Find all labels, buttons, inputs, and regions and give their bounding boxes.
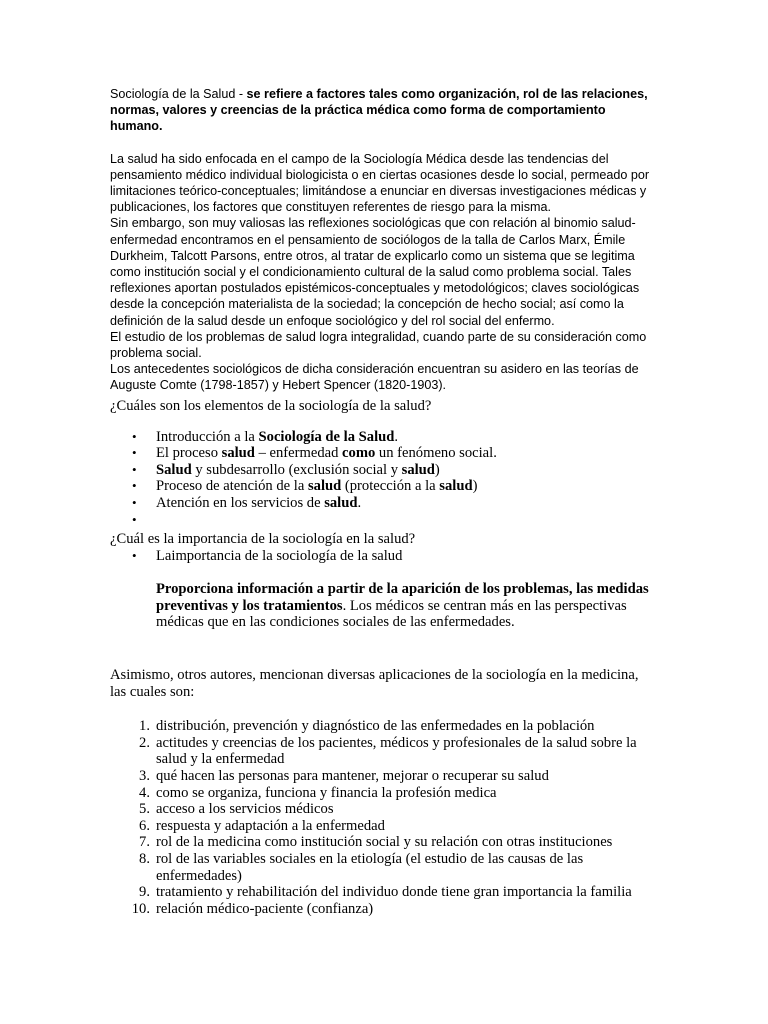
intro-paragraph-1: La salud ha sido enfocada en el campo de la Sociología Médica desde las tendencias del pensamiento médico individual biologicista o en ciertas ocasiones desde lo social, permeado por limitaciones teórico-conceptuales; limitándose a enunciar en diversas investigaciones médicas y publicaciones, los factores que constituyen referentes de riesgo para la misma.: [110, 151, 650, 215]
list-item: 3. qué hacen las personas para mantener, mejorar o recuperar su salud: [139, 767, 549, 784]
intro-paragraph-4: Los antecedentes sociológicos de dicha consideración encuentran su asidero en las teorías de Auguste Comte (1798-1857) y Hebert Spencer (1820-1903).: [110, 362, 639, 393]
list-item: 4. como se organiza, funciona y financia la profesión medica: [139, 784, 497, 801]
importance-paragraph: [110, 581, 658, 631]
applications-intro: Asimismo, otros autores, mencionan diversas aplicaciones de la sociología en la medicina, las cuales son:: [110, 667, 639, 700]
intro-title-lead: Sociología de la Salud -: [110, 87, 247, 101]
list-item: 6. respuesta y adaptación a la enfermedad: [139, 817, 385, 834]
list-item: 1. distribución, prevención y diagnóstico de las enfermedades en la población: [139, 718, 595, 735]
applications-section: [110, 667, 658, 917]
list-item: • El proceso salud – enfermedad como un fenómeno social.: [110, 445, 658, 462]
list-item: 2. actitudes y creencias de los pacientes, médicos y profesionales de la salud sobre la salud y la enfermedad: [139, 734, 637, 768]
intro-paragraph-3: El estudio de los problemas de salud logra integralidad, cuando parte de su consideración como problema social.: [110, 329, 647, 361]
elements-section: [110, 398, 658, 528]
elements-question: ¿Cuáles son los elementos de la sociología de la salud?: [110, 398, 432, 414]
importance-question: ¿Cuál es la importancia de la sociología en la salud?: [110, 531, 416, 547]
list-item-empty: [110, 512, 658, 529]
applications-list: [110, 718, 658, 917]
importance-list: [110, 548, 658, 565]
list-item: 10. relación médico-paciente (confianza): [131, 900, 374, 917]
intro-paragraph-2: Sin embargo, son muy valiosas las reflexiones sociológicas que con relación al binomio salud-enfermedad encontramos en el pensamiento de sociólogos de la talla de Carlos Marx, Émile Durkheim, Talcott Parsons, entre otros, al tratar de explicarlo como un sistema que se legitima como institución social y el condicionamiento cultural de la salud como problema social. Tales reflexiones aportan postulados epistémicos-conceptuales y metodológicos; claves sociológicas desde la concepción materialista de la sociedad; la concepción de hecho social; así como la definición de la salud desde un enfoque sociológico y del rol social del enfermo.: [110, 216, 640, 328]
list-item: 5. acceso a los servicios médicos: [139, 801, 334, 818]
list-item: • Laimportancia de la sociología de la salud: [110, 548, 658, 565]
importance-rest-text: . Los médicos se centran más en las perspectivas médicas que en las condiciones sociales de las enfermedades.: [156, 597, 627, 631]
list-item: • Proceso de atención de la salud (protección a la salud): [110, 478, 658, 495]
importance-bold-text: Proporciona información a partir de la aparición de los problemas, las medidas preventivas y los tratamientos: [156, 581, 649, 614]
intro-title-definition: se refiere a factores tales como organización, rol de las relaciones, normas, valores y creencias de la práctica médica como forma de comportamiento humano.: [110, 87, 648, 134]
list-item: • Salud y subdesarrollo (exclusión social y salud): [110, 462, 658, 479]
list-item: • Atención en los servicios de salud.: [110, 495, 658, 512]
list-item: • Introducción a la Sociología de la Salud.: [110, 429, 658, 446]
list-item: 8. rol de las variables sociales en la etiología (el estudio de las causas de las enfermedades): [139, 850, 584, 884]
list-item: 7. rol de la medicina como institución social y su relación con otras instituciones: [139, 834, 613, 851]
elements-list: [110, 429, 658, 529]
importance-section: [110, 531, 658, 631]
intro-section: [110, 86, 658, 394]
list-item: 9. tratamiento y rehabilitación del individuo donde tiene gran importancia la familia: [139, 884, 632, 901]
intro-title: [110, 86, 658, 135]
